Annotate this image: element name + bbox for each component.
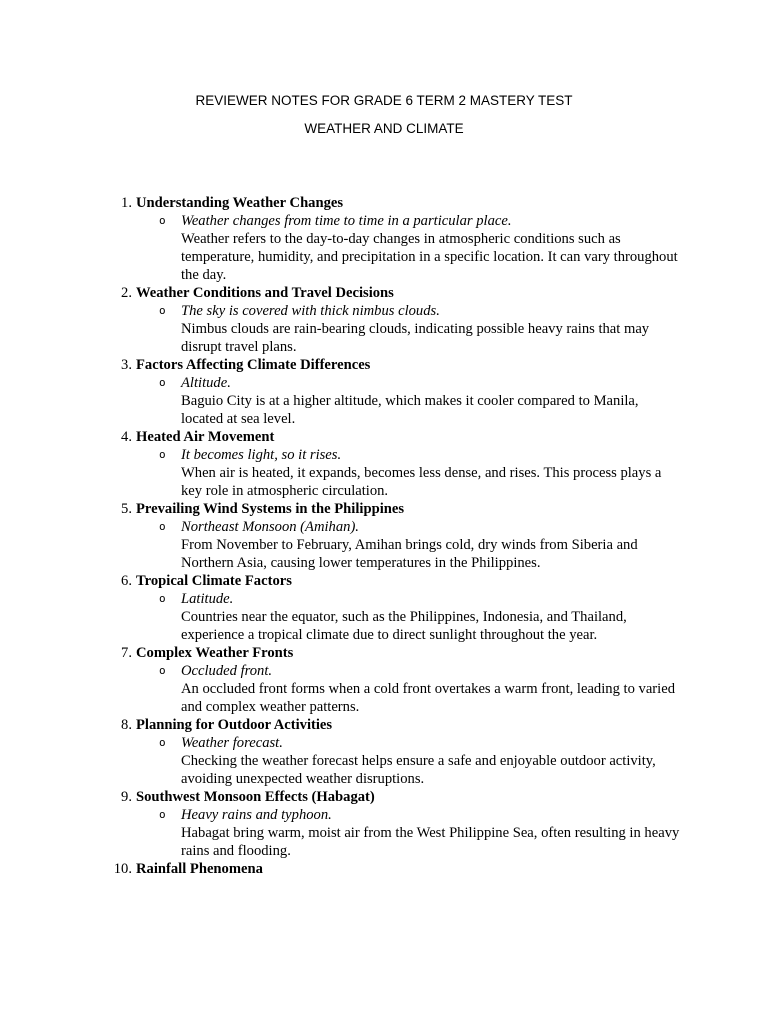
circle-bullet-icon: o [159, 376, 166, 389]
item-title: Factors Affecting Climate Differences [136, 357, 371, 373]
note-item [0, 284, 768, 356]
note-item [0, 572, 768, 644]
item-answer: Weather forecast. [181, 735, 283, 751]
item-number: 5. [121, 501, 132, 517]
item-answer: It becomes light, so it rises. [181, 447, 342, 463]
item-answer: Heavy rains and typhoon. [181, 807, 332, 823]
item-answer: The sky is covered with thick nimbus clouds. [181, 303, 440, 319]
item-title: Southwest Monsoon Effects (Habagat) [136, 789, 375, 805]
item-answer: Weather changes from time to time in a particular place. [181, 213, 512, 229]
item-number: 7. [121, 645, 132, 661]
sub-bullet [159, 662, 681, 716]
sub-bullet [159, 590, 681, 644]
circle-bullet-icon: o [159, 664, 166, 677]
item-answer: Northeast Monsoon (Amihan). [181, 519, 359, 535]
note-item [0, 428, 768, 500]
item-explanation: An occluded front forms when a cold front overtakes a warm front, leading to varied and complex weather patterns. [181, 681, 675, 715]
sub-bullet [159, 302, 681, 356]
circle-bullet-icon: o [159, 736, 166, 749]
circle-bullet-icon: o [159, 304, 166, 317]
item-title: Heated Air Movement [136, 429, 275, 445]
item-number: 4. [121, 429, 132, 445]
sub-bullet [159, 806, 681, 860]
item-title: Tropical Climate Factors [136, 573, 292, 589]
item-number: 2. [121, 285, 132, 301]
item-title: Weather Conditions and Travel Decisions [136, 285, 394, 301]
item-explanation: Weather refers to the day-to-day changes in atmospheric conditions such as temperature, humidity, and precipitation in a specific location. It can vary throughout the day. [181, 231, 678, 283]
item-number: 3. [121, 357, 132, 373]
item-explanation: Habagat bring warm, moist air from the West Philippine Sea, often resulting in heavy rains and flooding. [181, 825, 680, 859]
item-number: 1. [121, 195, 132, 211]
sub-bullet [159, 374, 681, 428]
item-explanation: Nimbus clouds are rain-bearing clouds, indicating possible heavy rains that may disrupt travel plans. [181, 321, 650, 355]
document-title: REVIEWER NOTES FOR GRADE 6 TERM 2 MASTERY TEST [195, 93, 573, 108]
item-number: 10. [113, 861, 132, 877]
circle-bullet-icon: o [159, 520, 166, 533]
note-item [0, 788, 768, 860]
item-number: 6. [121, 573, 132, 589]
item-title: Rainfall Phenomena [136, 861, 263, 877]
item-answer: Latitude. [181, 591, 234, 607]
item-explanation: Baguio City is at a higher altitude, which makes it cooler compared to Manila, located at sea level. [181, 393, 639, 427]
note-item [0, 716, 768, 788]
item-explanation: When air is heated, it expands, becomes less dense, and rises. This process plays a key role in atmospheric circulation. [181, 465, 662, 499]
item-title: Planning for Outdoor Activities [136, 717, 333, 733]
circle-bullet-icon: o [159, 214, 166, 227]
note-item [0, 356, 768, 428]
item-title: Complex Weather Fronts [136, 645, 294, 661]
note-item [0, 860, 768, 878]
item-number: 8. [121, 717, 132, 733]
document-subtitle: WEATHER AND CLIMATE [304, 121, 464, 136]
item-number: 9. [121, 789, 132, 805]
note-item [0, 644, 768, 716]
circle-bullet-icon: o [159, 808, 166, 821]
item-title: Understanding Weather Changes [136, 195, 344, 211]
note-item [0, 194, 768, 284]
sub-bullet [159, 446, 681, 500]
item-answer: Occluded front. [181, 663, 273, 679]
sub-bullet [159, 212, 681, 284]
item-explanation: Countries near the equator, such as the Philippines, Indonesia, and Thailand, experience a tropical climate due to direct sunlight throughout the year. [181, 609, 627, 643]
item-explanation: Checking the weather forecast helps ensure a safe and enjoyable outdoor activity, avoiding unexpected weather disruptions. [181, 753, 656, 787]
note-item [0, 500, 768, 572]
item-answer: Altitude. [181, 375, 231, 391]
sub-bullet [159, 734, 681, 788]
item-explanation: From November to February, Amihan brings cold, dry winds from Siberia and Northern Asia, causing lower temperatures in the Philippines. [181, 537, 638, 571]
notes-list [0, 194, 768, 878]
sub-bullet [159, 518, 681, 572]
circle-bullet-icon: o [159, 592, 166, 605]
item-title: Prevailing Wind Systems in the Philippines [136, 501, 405, 517]
circle-bullet-icon: o [159, 448, 166, 461]
